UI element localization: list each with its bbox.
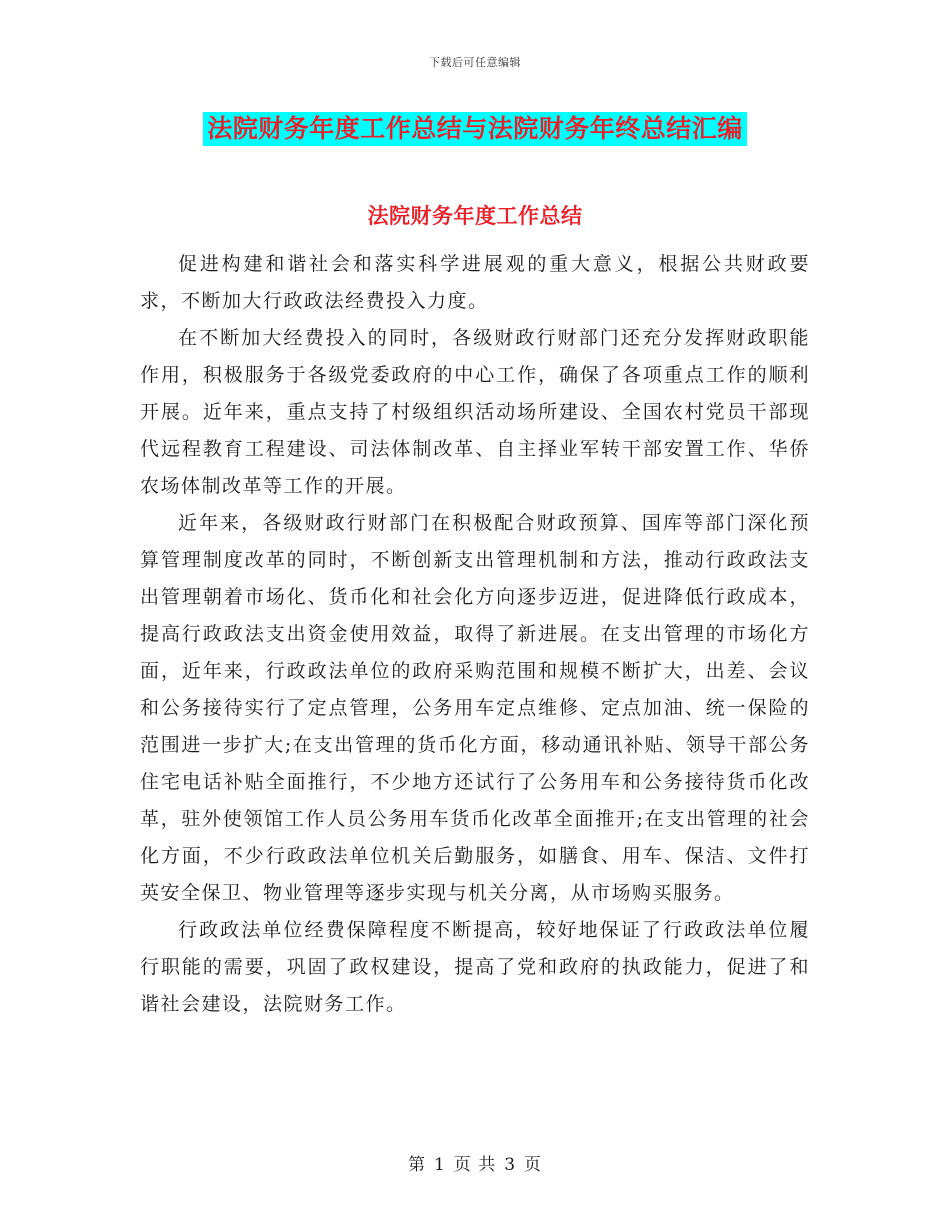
paragraph-2: 在不断加大经费投入的同时，各级财政行财部门还充分发挥财政职能作用，积极服务于各级党委政府的中心工作，确保了各项重点工作的顺利开展。近年来，重点支持了村级组织活动场所建设、全国农村党员干部现代远程教育工程建设、司法体制改革、自主择业军转干部安置工作、华侨农场体制改革等工作的开展。 bbox=[140, 327, 810, 497]
footer-prefix: 第 bbox=[407, 1155, 426, 1175]
paragraph-1: 促进构建和谐社会和落实科学进展观的重大意义，根据公共财政要求，不断加大行政政法经费投入力度。 bbox=[140, 253, 810, 312]
section-title: 法院财务年度工作总结 bbox=[367, 203, 583, 228]
paragraph-4: 行政政法单位经费保障程度不断提高，较好地保证了行政政法单位履行职能的需要，巩固了政权建设，提高了党和政府的执政能力，促进了和谐社会建设，法院财务工作。 bbox=[140, 919, 810, 1015]
footer-page-number: 1 bbox=[433, 1155, 446, 1175]
paragraph-3: 近年来，各级财政行财部门在积极配合财政预算、国库等部门深化预算管理制度改革的同时，不断创新支出管理机制和方法，推动行政政法支出管理朝着市场化、货币化和社会化方向逐步迈进，促进降低行政成本，提高行政政法支出资金使用效益，取得了新进展。在支出管理的市场化方面，近年来，行政政法单位的政府采购范围和规模不断扩大，出差、会议和公务接待实行了定点管理，公务用车定点维修、定点加油、统一保险的范围进一步扩大;在支出管理的货币化方面，移动通讯补贴、领导干部公务住宅电话补贴全面推行，不少地方还试行了公务用车和公务接待货币化改革，驻外使领馆工作人员公务用车货币化改革全面推开;在支出管理的社会化方面，不少行政政法单位机关后勤服务，如膳食、用车、保洁、文件打英安全保卫、物业管理等逐步实现与机关分离，从市场购买服务。 bbox=[140, 512, 810, 904]
footer-total-pages: 3 bbox=[504, 1155, 517, 1175]
footer-middle: 页 共 bbox=[453, 1155, 497, 1175]
main-title: 法院财务年度工作总结与法院财务年终总结汇编 bbox=[203, 112, 747, 146]
page-footer bbox=[0, 1150, 950, 1175]
document-body bbox=[140, 246, 810, 1023]
header-note: 下载后可任意编辑 bbox=[429, 56, 521, 69]
footer-suffix: 页 bbox=[524, 1155, 543, 1175]
main-title-container bbox=[0, 112, 950, 146]
